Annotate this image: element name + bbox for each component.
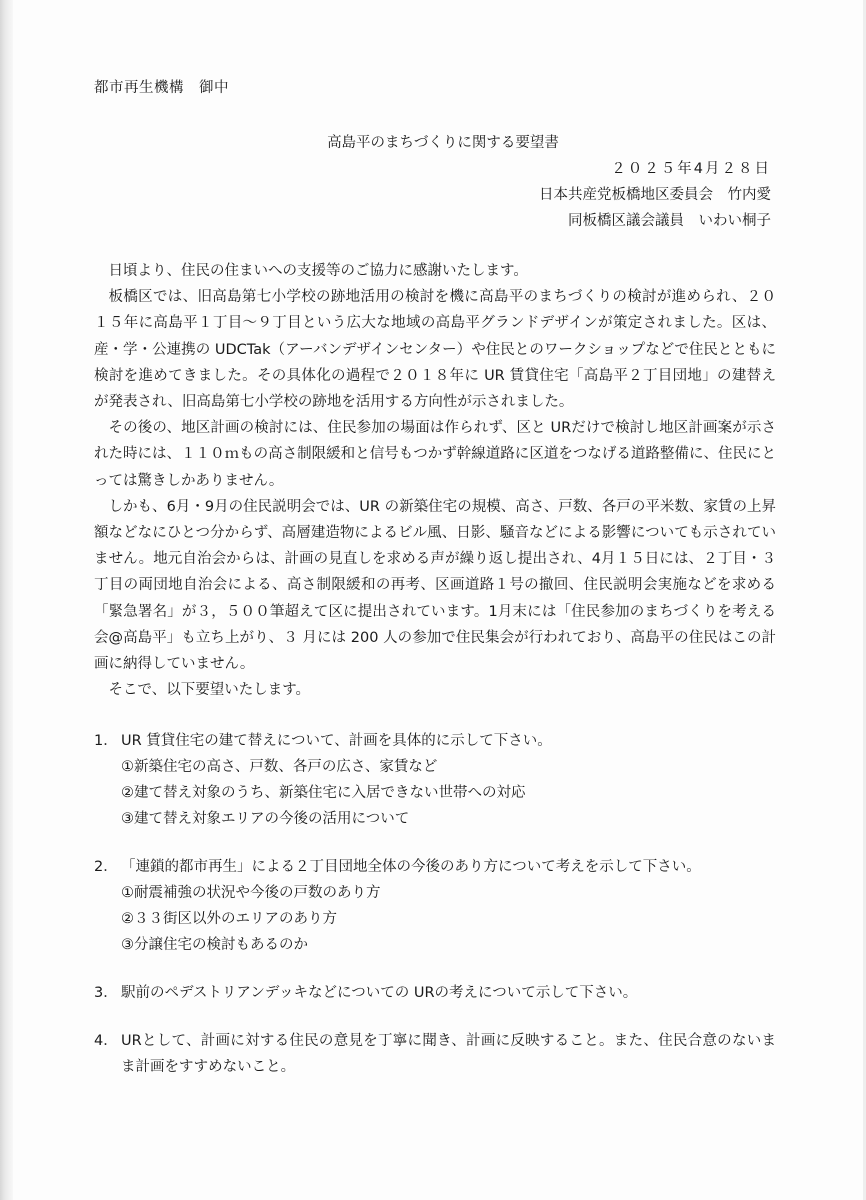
body-text xyxy=(94,258,776,703)
document-title: 高島平のまちづくりに関する要望書 xyxy=(327,135,559,151)
request-item xyxy=(94,980,776,1006)
sender-organization: 日本共産党板橋地区委員会 竹内愛 xyxy=(539,187,771,203)
request-number: 1． xyxy=(94,733,118,749)
request-item xyxy=(94,854,776,958)
request-item xyxy=(94,728,776,832)
paragraph-background: 板橋区では、旧高島第七小学校の跡地活用の検討を機に高島平のまちづくりの検討が進められ、２０１５年に高島平１丁目〜９丁目という広大な地域の高島平グランドデザインが策定されました。区は、産・学・公連携の UDCTak（アーバンデザインセンター）や住民とのワークショップなどで住民とともに検討を進めてきました。その具体化の過程で２０１８年に UR 賃貸住宅「高島平２丁目団地」の建替えが発表され、旧高島第七小学校の跡地を活用する方向性が示されました。 xyxy=(94,289,776,411)
request-item xyxy=(94,1028,776,1080)
request-subitem: ②３３街区以外のエリアのあり方 xyxy=(121,911,337,927)
paragraph-request-intro: そこで、以下要望いたします。 xyxy=(108,682,311,699)
request-text: UR 賃貸住宅の建て替えについて、計画を具体的に示して下さい。 xyxy=(121,733,552,749)
request-text: 駅前のペデストリアンデッキなどについての URの考えについて示して下さい。 xyxy=(121,985,638,1001)
paragraph-district-plan: その後の、地区計画の検討には、住民参加の場面は作られず、区と URだけで検討し地区計画案が示された時には、１１０ｍもの高さ制限緩和と信号もつかず幹線道路に区道をつなげる道路整備に、住民にとっては驚きしかありません。 xyxy=(94,420,776,489)
addressee: 都市再生機構 御中 xyxy=(94,80,229,96)
paragraph-greeting: 日頃より、住民の住まいへの支援等のご協力に感謝いたします。 xyxy=(108,263,528,279)
request-text: URとして、計画に対する住民の意見を丁寧に聞き、計画に反映すること。また、住民合意のないまま計画をすすめないこと。 xyxy=(121,1033,776,1075)
sender-councilor: 同板橋区議会議員 いわい桐子 xyxy=(568,213,771,229)
request-number: 3． xyxy=(94,985,118,1001)
request-number: 4． xyxy=(94,1033,118,1049)
request-subitem: ①耐震補強の状況や今後の戸数のあり方 xyxy=(121,885,381,901)
request-subitem: ②建て替え対象のうち、新築住宅に入居できない世帯への対応 xyxy=(121,785,526,801)
request-text: 「連鎖的都市再生」による２丁目団地全体の今後のあり方について考えを示して下さい。 xyxy=(121,859,701,875)
request-list xyxy=(94,728,776,1102)
document-date: ２０２５年4月２８日 xyxy=(611,161,771,177)
request-subitem: ③分譲住宅の検討もあるのか xyxy=(121,937,308,953)
request-number: 2． xyxy=(94,859,118,875)
request-subitem: ①新築住宅の高さ、戸数、各戸の広さ、家賃など xyxy=(121,759,438,775)
paragraph-briefings: しかも、6月・9月の住民説明会では、UR の新築住宅の規模、高さ、戸数、各戸の平米数、家賃の上昇額などなにひとつ分からず、高層建造物によるビル風、日影、騒音などによる影響についても示されていません。地元自治会からは、計画の見直しを求める声が繰り返し提出され、4月１５日には、２丁目・３丁目の両団地自治会による、高さ制限緩和の再考、区画道路１号の撤回、住民説明会実施などを求める「緊急署名」が３，５００筆超えて区に提出されています。1月末には「住民参加のまちづくりを考える会@高島平」も立ち上がり、３ 月には 200 人の参加で住民集会が行われており、高島平の住民はこの計画に納得していません。 xyxy=(94,498,776,673)
request-subitem: ③建て替え対象エリアの今後の活用について xyxy=(121,811,410,827)
